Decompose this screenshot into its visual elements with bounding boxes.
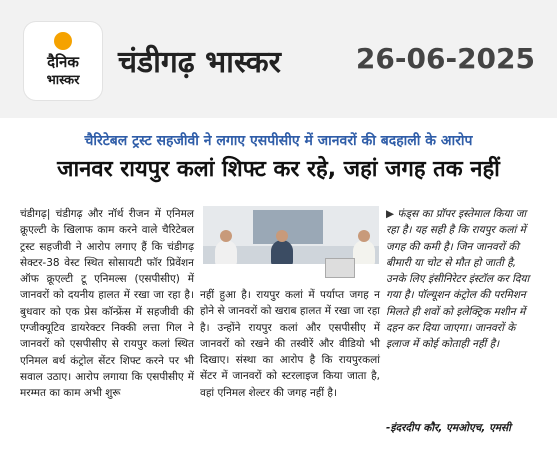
photo-head-1 <box>220 230 232 242</box>
sun-icon <box>54 32 72 50</box>
edition-name: चंडीगढ़ भास्कर <box>118 45 281 80</box>
photo-screen <box>253 210 323 244</box>
official-response <box>386 206 536 353</box>
logo-text-line2: भास्कर <box>46 73 80 88</box>
article-headline: जानवर रायपुर कलां शिफ्ट कर रहे, जहां जगह तक नहीं <box>57 157 500 182</box>
photo-head-2 <box>276 230 288 242</box>
story-column-2: नहीं हुआ है। रायपुर कलां में पर्याप्त जगह न होने से जानवरों को खराब हालत में रखा जा रहा है। उन्होंने रायपुर कलां और एसपीसीए में जानवरों को रखने की तस्वीरें और वीडियो भी दिखाए। संस्था का आरोप है कि रायपुरकलां सेंटर में जानवरों को स्टरलाइज किया जाता है, वहां एनिमल शेल्टर की जगह नहीं है। <box>200 289 380 399</box>
newspaper-logo <box>24 22 102 100</box>
article-kicker: चैरिटेबल ट्रस्ट सहजीवी ने लगाए एसपीसीए में जानवरों की बदहाली के आरोप <box>84 133 473 149</box>
story-column-1: चंडीगढ़| चंडीगढ़ और नॉर्थ रीजन में एनिमल क्रूएल्टी के खिलाफ काम करने वाले चैरिटेबल ट्रस्ट सहजीवी ने आरोप लगाए हैं कि चंडीगढ़ सेक्टर-38 वेस्ट स्थित सोसायटी फॉर प्रिवेंशन ऑफ क्रूएल्टी टू एनिमल्स (एसपीसीए) में जानवरों को दयनीय हालत में रखा जा रहा है। बुधवार को एक प्रेस कॉन्फ्रेंस में सहजीवी की एग्जीक्यूटिव डायरेक्टर निक्की लत्ता गिल ने जानवरों को एसपीसीए से रायपुर कलां स्थित एनिमल बर्थ कंट्रोल सेंटर शिफ्ट करने पर भी सवाल उठाए। आरोप लगाया कि एसपीसीए में मरम्मत का काम अभी शुरू <box>20 208 194 400</box>
photo-person-1 <box>215 240 237 266</box>
photo-person-3 <box>353 240 375 266</box>
photo-person-2 <box>271 240 293 266</box>
official-response-text: फंड्स का प्रॉपर इस्तेमाल किया जा रहा है। यह सही है कि रायपुर कलां में जगह की कमी है। जिन जानवरों की बीमारी या चोट से मौत हो जाती है, उनके लिए इंसीनिरेटर इंस्टॉल कर दिया गया है। पॉल्यूशन कंट्रोल की परमिशन मिलते ही शवों को इलेक्ट्रिक मशीन में दहन कर दिया जाएगा। जानवरों के इलाज में कोई कोताही नहीं है। <box>386 208 530 351</box>
photo-head-3 <box>358 230 370 242</box>
arrow-icon: ▶ <box>386 208 395 220</box>
publication-date: 26-06-2025 <box>355 42 535 75</box>
laptop-icon <box>325 258 355 278</box>
logo-text-line1: दैनिक <box>47 53 79 71</box>
masthead <box>0 0 557 118</box>
press-conference-photo <box>203 206 379 284</box>
official-byline: -इंदरदीप कौर, एमओएच, एमसी <box>386 422 511 434</box>
